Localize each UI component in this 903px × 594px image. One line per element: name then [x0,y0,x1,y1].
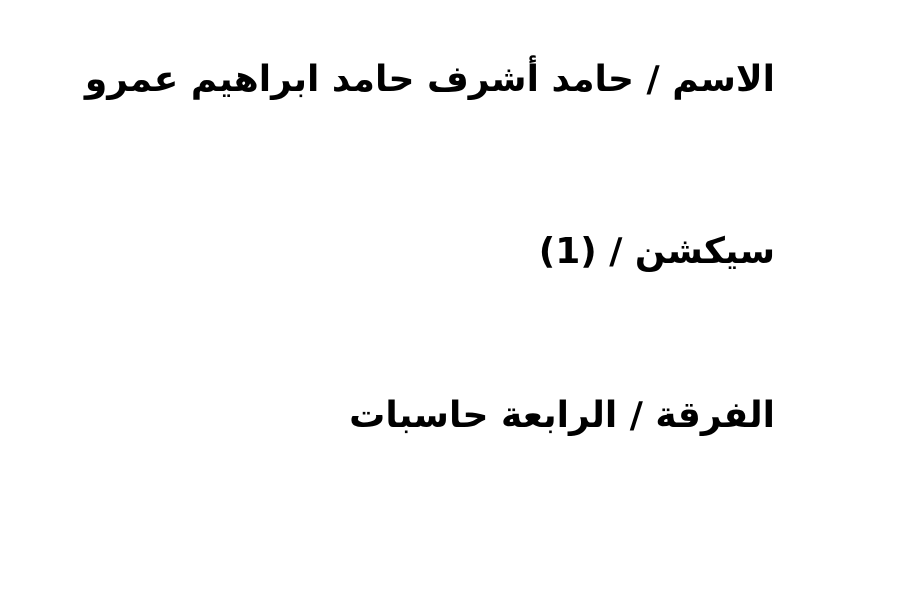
section-line: سيكشن / (1) [538,231,775,272]
academic-year-line: الفرقة / الرابعة حاسبات [349,395,775,436]
student-name-line: الاسم / حامد أشرف حامد ابراهيم عمرو [84,59,775,100]
